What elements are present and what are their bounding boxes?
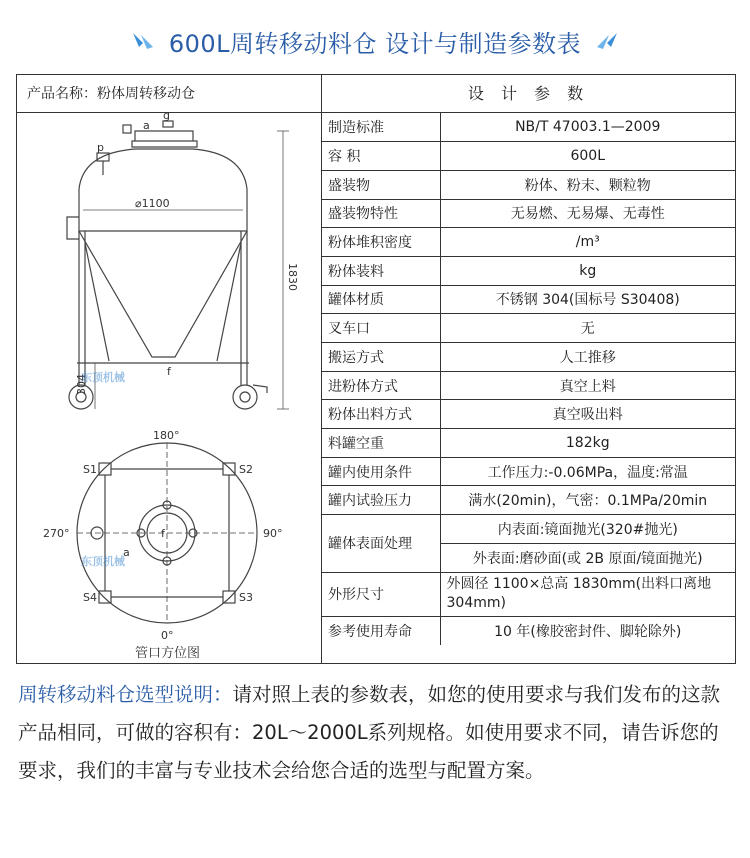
param-key: 容 积 <box>322 142 440 171</box>
table-row <box>322 400 735 429</box>
s3-label: S3 <box>239 591 253 604</box>
param-key: 进粉体方式 <box>322 371 440 400</box>
description-lead: 周转移动料仓选型说明： <box>18 683 233 706</box>
param-value: kg <box>440 256 735 285</box>
nozzle-plan-view <box>77 443 257 623</box>
table-row <box>322 616 735 645</box>
table-row <box>322 256 735 285</box>
param-value: 无 <box>440 314 735 343</box>
table-row <box>322 429 735 458</box>
param-value: 满水(20min)，气密：0.1MPa/20min <box>440 486 735 515</box>
param-value: 600L <box>440 142 735 171</box>
label-p: p <box>97 141 104 154</box>
watermark-logo-1: 东顶机械 <box>81 371 125 384</box>
table-row <box>322 199 735 228</box>
param-value: 外圆径 1100×总高 1830mm(出料口离地304mm) <box>440 572 735 616</box>
param-key: 搬运方式 <box>322 343 440 372</box>
s1-label: S1 <box>83 463 97 476</box>
left-arrow-decoration-icon <box>129 31 157 51</box>
table-row <box>322 343 735 372</box>
plan-label-a: a <box>123 546 130 559</box>
dim-leg-label: 304 <box>75 374 88 395</box>
param-key: 料罐空重 <box>322 429 440 458</box>
deg-270-label: 270° <box>43 527 70 540</box>
tank-dome <box>79 149 247 189</box>
params-table <box>322 113 735 645</box>
table-row <box>322 228 735 257</box>
table-row <box>322 572 735 616</box>
tank-drawing <box>17 113 320 663</box>
param-value: 182kg <box>440 429 735 458</box>
right-arrow-decoration-icon <box>593 31 621 51</box>
product-name: 产品名称：粉体周转移动仓 <box>17 75 322 113</box>
param-value: 内表面:镜面抛光(320#抛光) <box>440 515 735 544</box>
param-value: 真空吸出料 <box>440 400 735 429</box>
param-key: 粉体堆积密度 <box>322 228 440 257</box>
table-row <box>322 285 735 314</box>
label-f: f <box>167 365 171 378</box>
deg-180-label: 180° <box>153 429 180 442</box>
table-row <box>322 142 735 171</box>
param-key: 制造标准 <box>322 113 440 142</box>
param-value: 无易燃、无易爆、无毒性 <box>440 199 735 228</box>
plan-label-f: f <box>161 527 165 540</box>
table-row <box>322 371 735 400</box>
table-row <box>322 457 735 486</box>
param-key: 叉车口 <box>322 314 440 343</box>
s4-label: S4 <box>83 591 97 604</box>
param-key: 盛装物 <box>322 170 440 199</box>
deg-0-label: 0° <box>161 629 174 642</box>
dim-height-label: 1830 <box>286 263 299 291</box>
param-value: 外表面:磨砂面(或 2B 原面/镜面抛光) <box>440 543 735 572</box>
design-params-header: 设 计 参 数 <box>322 75 735 113</box>
param-key: 粉体装料 <box>322 256 440 285</box>
label-g: g <box>163 113 170 122</box>
deg-90-label: 90° <box>263 527 283 540</box>
param-value: 粉体、粉末、颗粒物 <box>440 170 735 199</box>
s2-label: S2 <box>239 463 253 476</box>
param-value: 工作压力:-0.06MPa，温度:常温 <box>440 457 735 486</box>
label-a: a <box>143 119 150 132</box>
param-value: NB/T 47003.1—2009 <box>440 113 735 142</box>
table-row <box>322 170 735 199</box>
dim-diameter-label: ⌀1100 <box>135 197 170 210</box>
table-row <box>322 314 735 343</box>
param-key: 盛装物特性 <box>322 199 440 228</box>
param-value: /m³ <box>440 228 735 257</box>
param-key: 罐内试验压力 <box>322 486 440 515</box>
watermark-logo-2: 东顶机械 <box>81 555 125 568</box>
param-key: 罐内使用条件 <box>322 457 440 486</box>
table-row <box>322 486 735 515</box>
description-body: 请对照上表的参数表，如您的使用要求与我们发布的这款产品相同，可做的容积有：20L～2000L系列规格。如使用要求不同，请告诉您的要求，我们的丰富与专业技术会给您合适的选型与配置方案。 <box>18 683 721 782</box>
param-key: 罐体表面处理 <box>322 515 440 572</box>
param-key: 粉体出料方式 <box>322 400 440 429</box>
table-row <box>322 113 735 142</box>
title-bar <box>0 18 750 64</box>
plan-caption: 管口方位图 <box>135 646 201 661</box>
param-key: 外形尺寸 <box>322 572 440 616</box>
selection-description <box>18 676 734 790</box>
param-value: 不锈钢 304(国标号 S30408) <box>440 285 735 314</box>
param-key: 参考使用寿命 <box>322 616 440 645</box>
param-key: 罐体材质 <box>322 285 440 314</box>
param-value: 人工推移 <box>440 343 735 372</box>
param-value: 真空上料 <box>440 371 735 400</box>
technical-drawing <box>17 113 322 663</box>
page-title: 600L周转移动料仓 设计与制造参数表 <box>168 29 582 58</box>
top-manhole <box>135 131 193 141</box>
param-value: 10 年(橡胶密封件、脚轮除外) <box>494 623 682 640</box>
spec-sheet <box>16 74 736 664</box>
table-row <box>322 515 735 544</box>
